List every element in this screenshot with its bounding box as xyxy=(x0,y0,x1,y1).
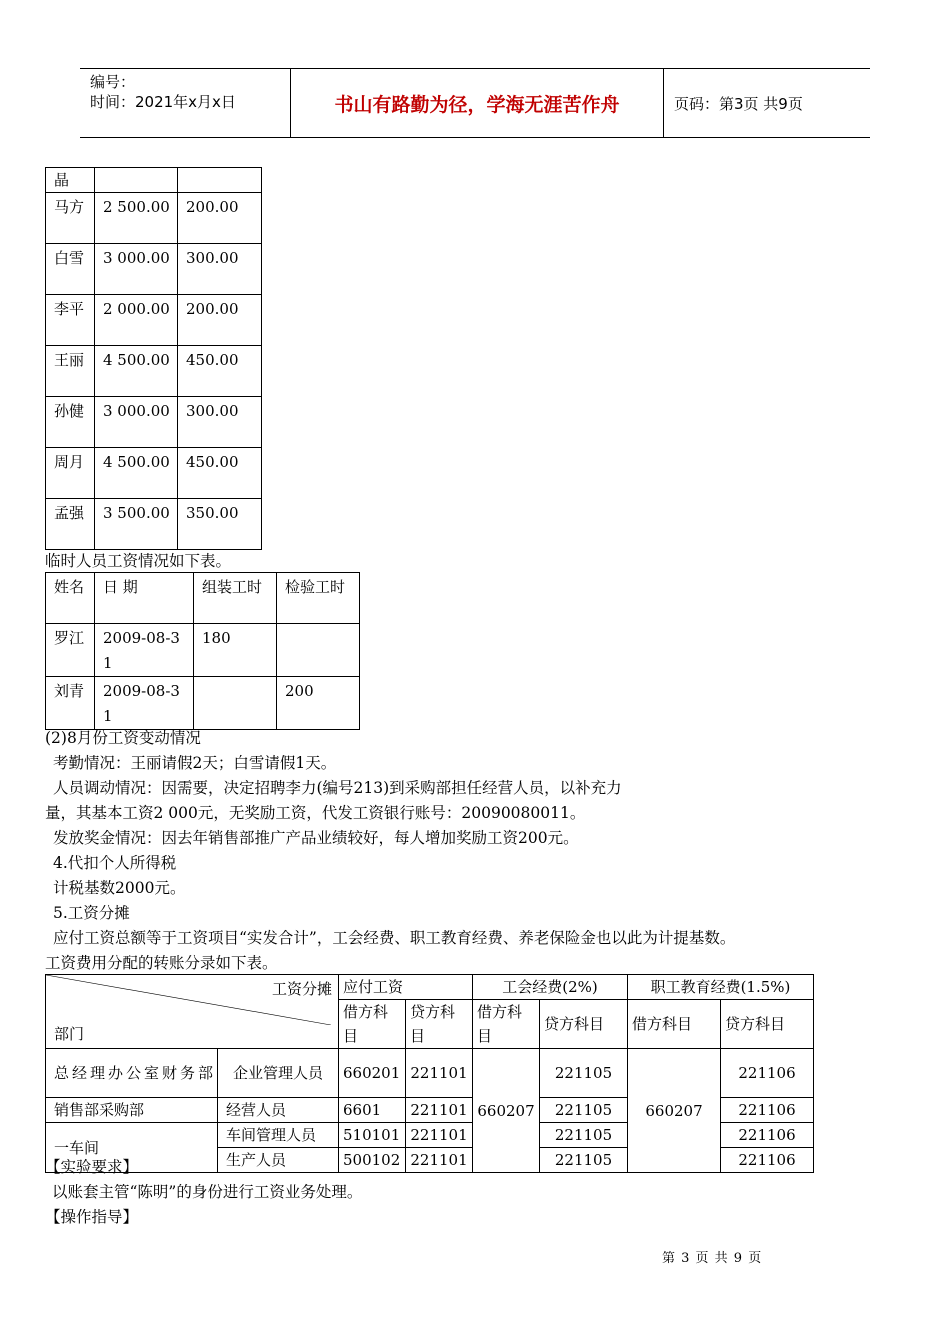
sub-header: 借方科目 xyxy=(473,1000,540,1049)
group-header: 职工教育经费(1.5%) xyxy=(628,975,814,1000)
department-cell: 总经理办公室财务部 xyxy=(46,1049,218,1098)
salary-value: 3 000.00 xyxy=(95,244,178,295)
date-value: 2009-08-3 1 xyxy=(95,624,194,677)
employee-name: 周月 xyxy=(46,448,95,499)
section-heading: 4.代扣个人所得税 xyxy=(53,854,177,872)
header-page-label: 页码：第3页 共9页 xyxy=(674,94,803,113)
table-row xyxy=(46,624,360,677)
salary-value: 4 500.00 xyxy=(95,346,178,397)
pay-credit-cell: 221101 xyxy=(406,1148,473,1173)
sub-header: 借方科目 xyxy=(339,1000,406,1049)
pay-credit-cell: 221101 xyxy=(406,1123,473,1148)
corner-header xyxy=(46,975,339,1049)
table-row xyxy=(46,295,262,346)
assembly-hours xyxy=(194,677,277,730)
bonus-value: 350.00 xyxy=(178,499,262,550)
requirements-text: 以账套主管“陈明”的身份进行工资业务处理。 xyxy=(52,1183,363,1201)
requirements-heading: 【实验要求】 xyxy=(45,1158,139,1176)
role-cell: 车间管理人员 xyxy=(218,1123,339,1148)
department-cell: 销售部采购部 xyxy=(46,1098,218,1123)
paragraph: 量，其基本工资2 000元，无奖励工资，代发工资银行账号：20090080011。 xyxy=(45,804,586,822)
bonus-value: 200.00 xyxy=(178,193,262,244)
pay-credit-cell: 221101 xyxy=(406,1049,473,1098)
edu-credit-cell: 221106 xyxy=(721,1123,814,1148)
union-credit-cell: 221105 xyxy=(540,1049,628,1098)
union-credit-cell: 221105 xyxy=(540,1148,628,1173)
table-row xyxy=(46,193,262,244)
table-cell: 晶 xyxy=(46,168,95,193)
salary-value: 2 000.00 xyxy=(95,295,178,346)
section-heading: (2)8月份工资变动情况 xyxy=(45,729,201,747)
bonus-value: 300.00 xyxy=(178,244,262,295)
paragraph: 应付工资总额等于工资项目“实发合计”，工会经费、职工教育经费、养老保险金也以此为计提基数。 xyxy=(53,929,736,947)
bonus-value: 300.00 xyxy=(178,397,262,448)
sub-header: 贷方科目 xyxy=(721,1000,814,1049)
union-credit-cell: 221105 xyxy=(540,1098,628,1123)
corner-top-label: 工资分摊 xyxy=(271,980,332,998)
salary-table xyxy=(45,167,262,550)
page-footer: 第 3 页 共 9 页 xyxy=(662,1251,763,1266)
edu-credit-cell: 221106 xyxy=(721,1098,814,1123)
employee-name: 马方 xyxy=(46,193,95,244)
section-heading: 5.工资分摊 xyxy=(53,904,130,922)
table-header-row xyxy=(46,573,360,624)
table-row xyxy=(46,168,262,193)
paragraph: 人员调动情况：因需要，决定招聘李力(编号213)到采购部担任经营人员，以补充力 xyxy=(53,779,622,797)
time-label: 时间：2021年x月x日 xyxy=(90,93,236,111)
edu-debit-cell: 660207 xyxy=(628,1049,721,1173)
paragraph: 考勤情况：王丽请假2天；白雪请假1天。 xyxy=(53,754,337,772)
table-row xyxy=(46,448,262,499)
pay-debit-cell: 6601 xyxy=(339,1098,406,1123)
employee-name: 刘青 xyxy=(46,677,95,730)
salary-value: 4 500.00 xyxy=(95,448,178,499)
employee-name: 罗江 xyxy=(46,624,95,677)
pay-debit-cell: 500102 xyxy=(339,1148,406,1173)
column-header: 日 期 xyxy=(95,573,194,624)
table-cell xyxy=(95,168,178,193)
union-debit-cell: 660207 xyxy=(473,1049,540,1173)
inspection-hours: 200 xyxy=(277,677,360,730)
corner-bottom-label: 部门 xyxy=(54,1025,85,1043)
sub-header: 贷方科目 xyxy=(540,1000,628,1049)
sub-header: 贷方科目 xyxy=(406,1000,473,1049)
guide-heading: 【操作指导】 xyxy=(45,1208,139,1226)
role-cell: 经营人员 xyxy=(218,1098,339,1123)
page-header xyxy=(80,68,870,138)
employee-name: 白雪 xyxy=(46,244,95,295)
column-header: 组装工时 xyxy=(194,573,277,624)
temp-staff-intro: 临时人员工资情况如下表。 xyxy=(45,552,232,570)
edu-credit-cell: 221106 xyxy=(721,1049,814,1098)
column-header: 检验工时 xyxy=(277,573,360,624)
allocation-table xyxy=(45,974,814,1173)
header-motto: 书山有路勤为径，学海无涯苦作舟 xyxy=(291,69,664,137)
table-row xyxy=(46,499,262,550)
table-row xyxy=(46,1049,814,1098)
group-header: 应付工资 xyxy=(339,975,473,1000)
role-cell: 生产人员 xyxy=(218,1148,339,1173)
sub-header: 借方科目 xyxy=(628,1000,721,1049)
temp-staff-table xyxy=(45,572,360,730)
table-row xyxy=(46,346,262,397)
employee-name: 王丽 xyxy=(46,346,95,397)
employee-name: 李平 xyxy=(46,295,95,346)
employee-name: 孟强 xyxy=(46,499,95,550)
edu-credit-cell: 221106 xyxy=(721,1148,814,1173)
role-cell: 企业管理人员 xyxy=(218,1049,339,1098)
table-row xyxy=(46,397,262,448)
union-credit-cell: 221105 xyxy=(540,1123,628,1148)
inspection-hours xyxy=(277,624,360,677)
header-meta xyxy=(80,69,291,137)
salary-value: 3 500.00 xyxy=(95,499,178,550)
employee-name: 孙健 xyxy=(46,397,95,448)
table-row xyxy=(46,244,262,295)
bonus-value: 450.00 xyxy=(178,448,262,499)
paragraph: 发放奖金情况：因去年销售部推广产品业绩较好，每人增加奖励工资200元。 xyxy=(53,829,579,847)
table-cell xyxy=(178,168,262,193)
paragraph: 工资费用分配的转账分录如下表。 xyxy=(45,954,278,972)
salary-value: 2 500.00 xyxy=(95,193,178,244)
table-row xyxy=(46,677,360,730)
date-value: 2009-08-3 1 xyxy=(95,677,194,730)
group-header: 工会经费(2%) xyxy=(473,975,628,1000)
pay-credit-cell: 221101 xyxy=(406,1098,473,1123)
bonus-value: 200.00 xyxy=(178,295,262,346)
bonus-value: 450.00 xyxy=(178,346,262,397)
column-header: 姓名 xyxy=(46,573,95,624)
salary-value: 3 000.00 xyxy=(95,397,178,448)
pay-debit-cell: 510101 xyxy=(339,1123,406,1148)
department-cell: 一车间 xyxy=(46,1123,218,1173)
pay-debit-cell: 660201 xyxy=(339,1049,406,1098)
number-label: 编号： xyxy=(90,73,136,91)
table-header-row xyxy=(46,975,814,1000)
paragraph: 计税基数2000元。 xyxy=(53,879,186,897)
assembly-hours: 180 xyxy=(194,624,277,677)
